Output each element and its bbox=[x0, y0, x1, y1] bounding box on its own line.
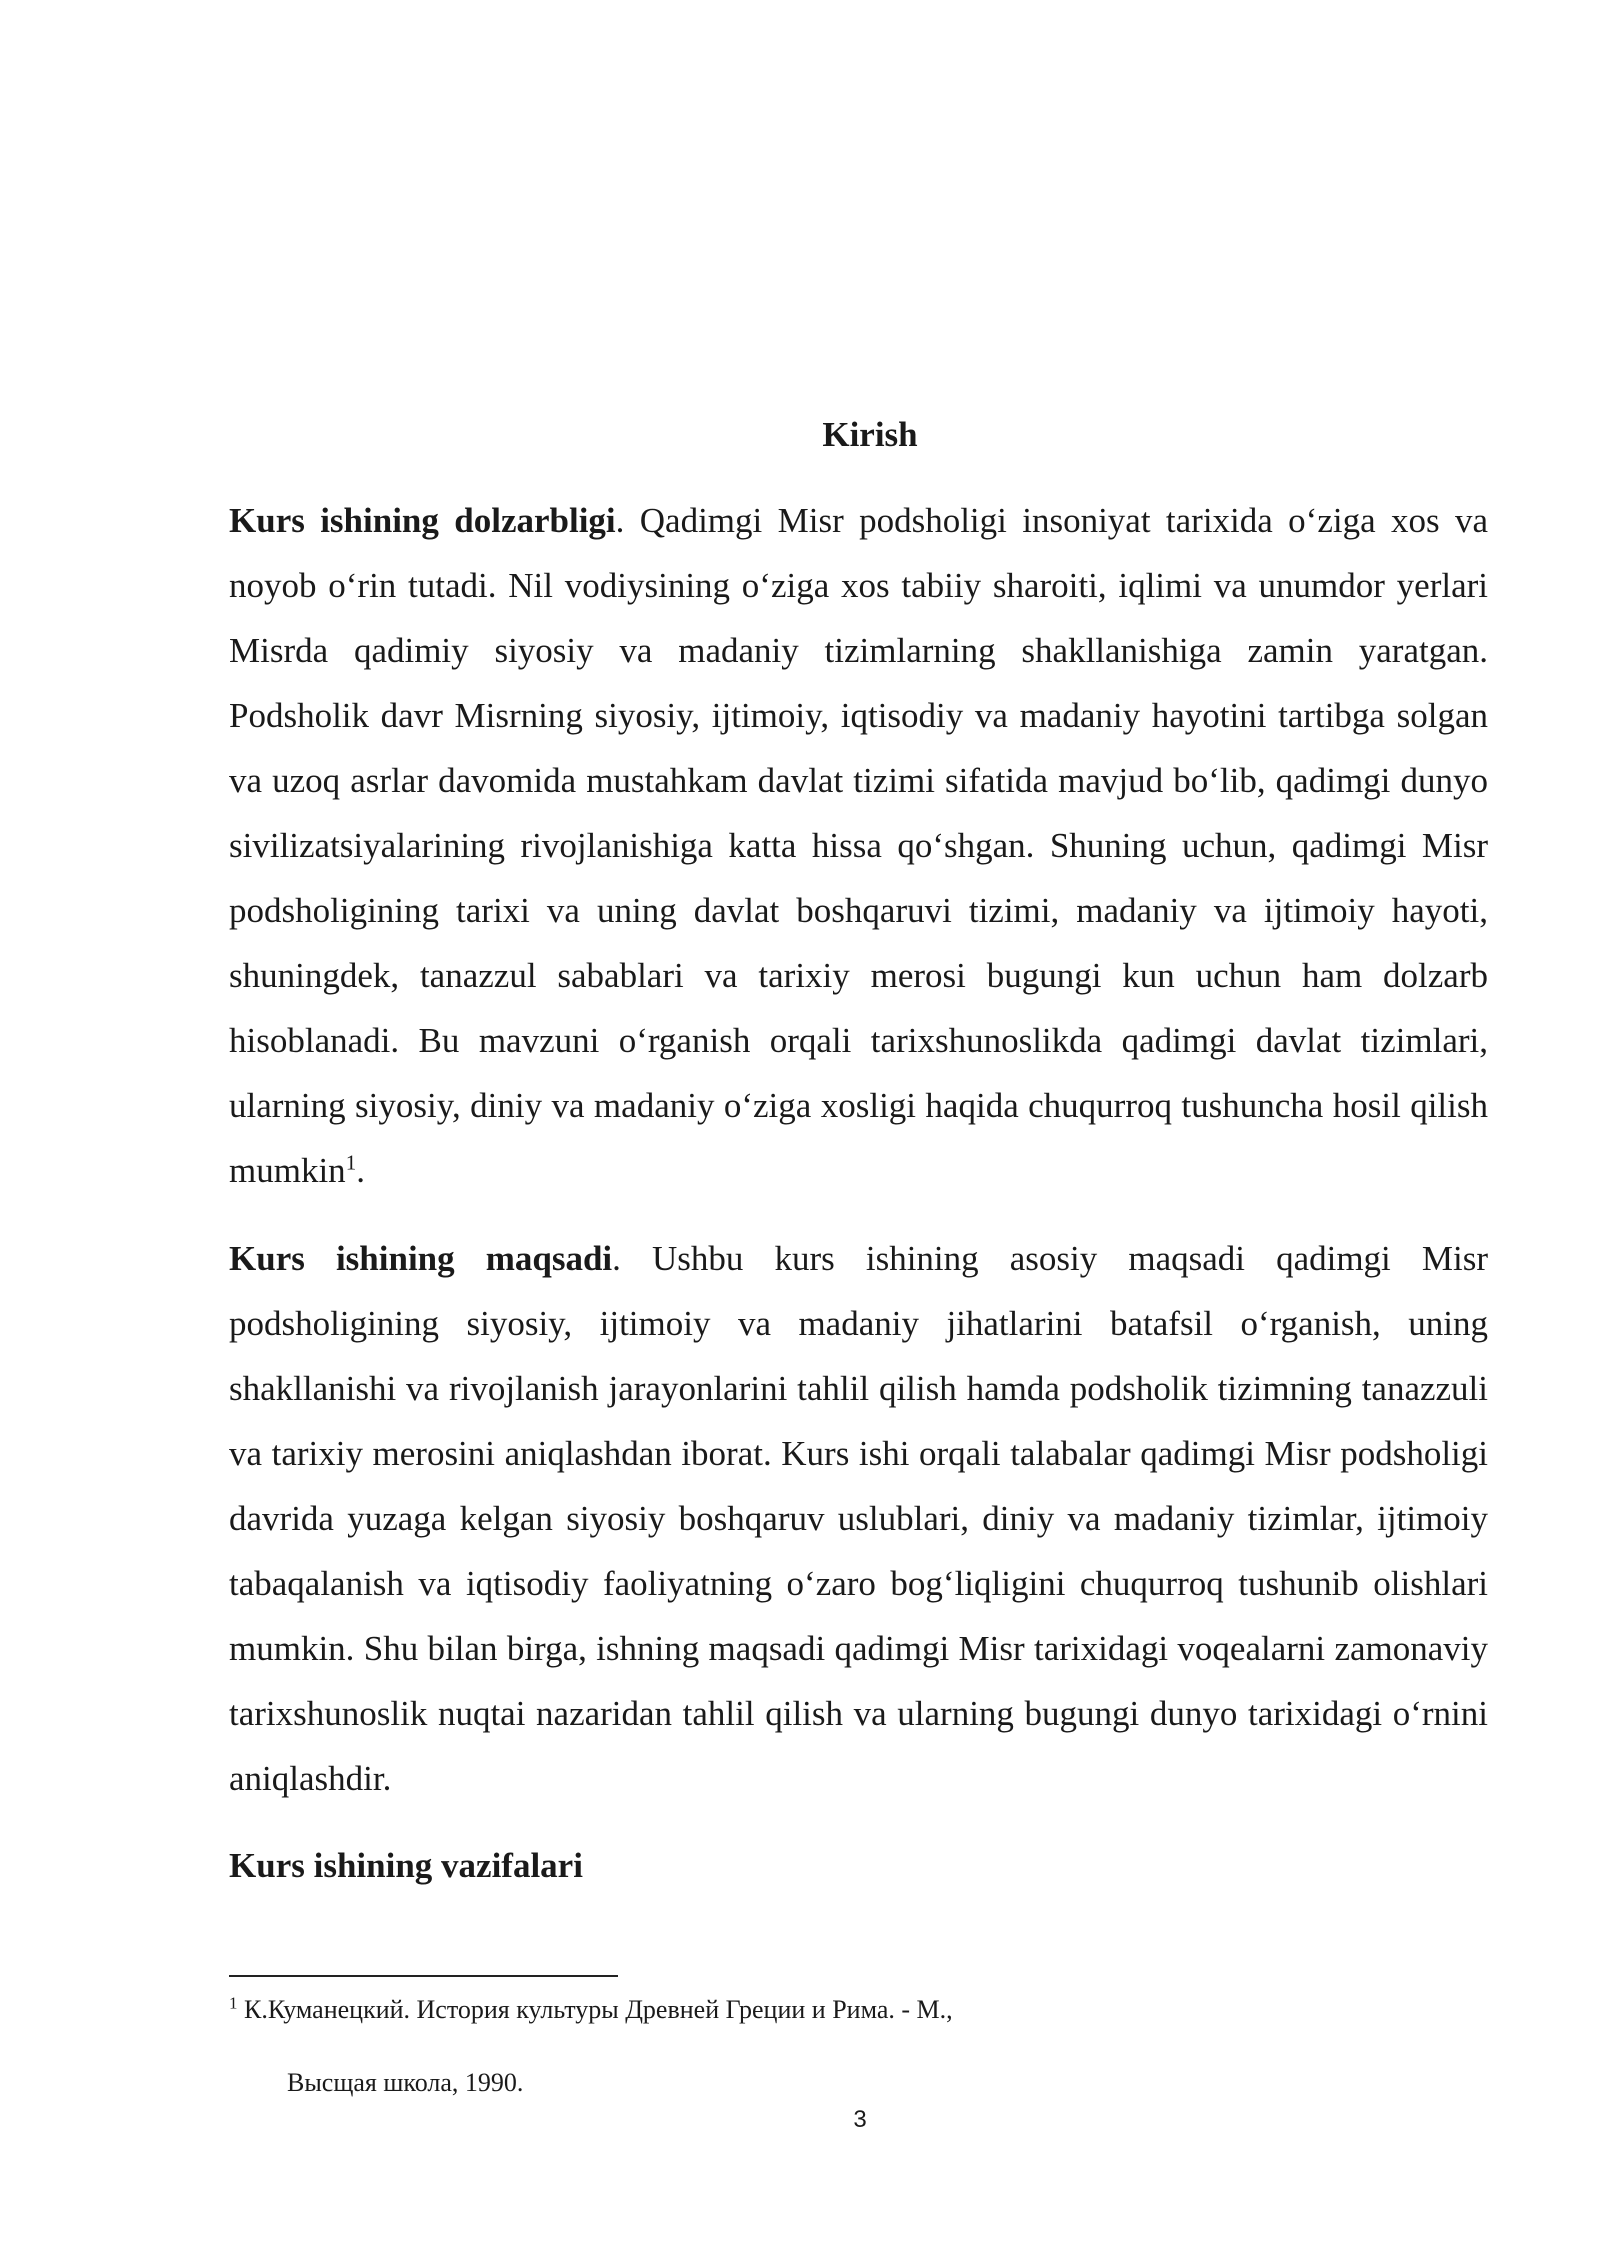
page-number: 3 bbox=[853, 2106, 867, 2133]
footnote-reference[interactable]: 1 bbox=[345, 1150, 357, 1175]
paragraph-purpose bbox=[229, 1226, 1488, 1811]
footnote-continuation: Высщая школа, 1990. bbox=[287, 2068, 524, 2097]
page-title: Kirish bbox=[822, 415, 918, 454]
paragraph-tasks-heading bbox=[229, 1833, 1488, 1898]
paragraph-label: Kurs ishining vazifalari bbox=[229, 1846, 583, 1885]
paragraph-text: . Qadimgi Misr podsholigi insoniyat tarixida o‘ziga xos va noyob o‘rin tutadi. Nil vodiysining o‘ziga xos tabiiy sharoiti, iqlimi va unumdor yerlari Misrda qadimiy siyosiy va madaniy tizimlarning shakllanishiga zamin yaratgan. Podsholik davr Misrning siyosiy, ijtimoiy, iqtisodiy va madaniy hayotini tartibga solgan va uzoq asrlar davomida mustahkam davlat tizimi sifatida mavjud bo‘lib, qadimgi dunyo sivilizatsiyalarining rivojlanishiga katta hissa qo‘shgan. Shuning uchun, qadimgi Misr podsholigining tarixi va uning davlat boshqaruvi tizimi, madaniy va ijtimoiy hayoti, shuningdek, tanazzul sabablari va tarixiy merosi bugungi kun uchun ham dolzarb hisoblanadi. Bu mavzuni o‘rganish orqali tarixshunoslikda qadimgi davlat tizimlari, ularning siyosiy, diniy va madaniy o‘ziga xosligi haqida chuqurroq tushuncha hosil qilish mumkin bbox=[229, 501, 1488, 1190]
paragraph-label: Kurs ishining dolzarbligi bbox=[229, 501, 616, 540]
paragraph-relevance bbox=[229, 488, 1488, 1203]
footnote-text: К.Куманецкий. История культуры Древней Греции и Рима. - М., bbox=[237, 1995, 953, 2024]
footnote-marker: 1 bbox=[229, 1993, 238, 2013]
footnote bbox=[229, 1990, 1488, 2030]
paragraph-text: . Ushbu kurs ishining asosiy maqsadi qadimgi Misr podsholigining siyosiy, ijtimoiy va madaniy jihatlarini batafsil o‘rganish, uning shakllanishi va rivojlanish jarayonlarini tahlil qilish hamda podsholik tizimning tanazzuli va tarixiy merosini aniqlashdan iborat. Kurs ishi orqali talabalar qadimgi Misr podsholigi davrida yuzaga kelgan siyosiy boshqaruv uslublari, diniy va madaniy tizimlar, ijtimoiy tabaqalanish va iqtisodiy faoliyatning o‘zaro bog‘liqligini chuqurroq tushunib olishlari mumkin. Shu bilan birga, ishning maqsadi qadimgi Misr tarixidagi voqealarni zamonaviy tarixshunoslik nuqtai nazaridan tahlil qilish va ularning bugungi dunyo tarixidagi o‘rnini aniqlashdir. bbox=[229, 1239, 1488, 1798]
paragraph-end: . bbox=[356, 1151, 365, 1190]
footnote-separator bbox=[229, 1975, 618, 1977]
paragraph-label: Kurs ishining maqsadi bbox=[229, 1239, 613, 1278]
